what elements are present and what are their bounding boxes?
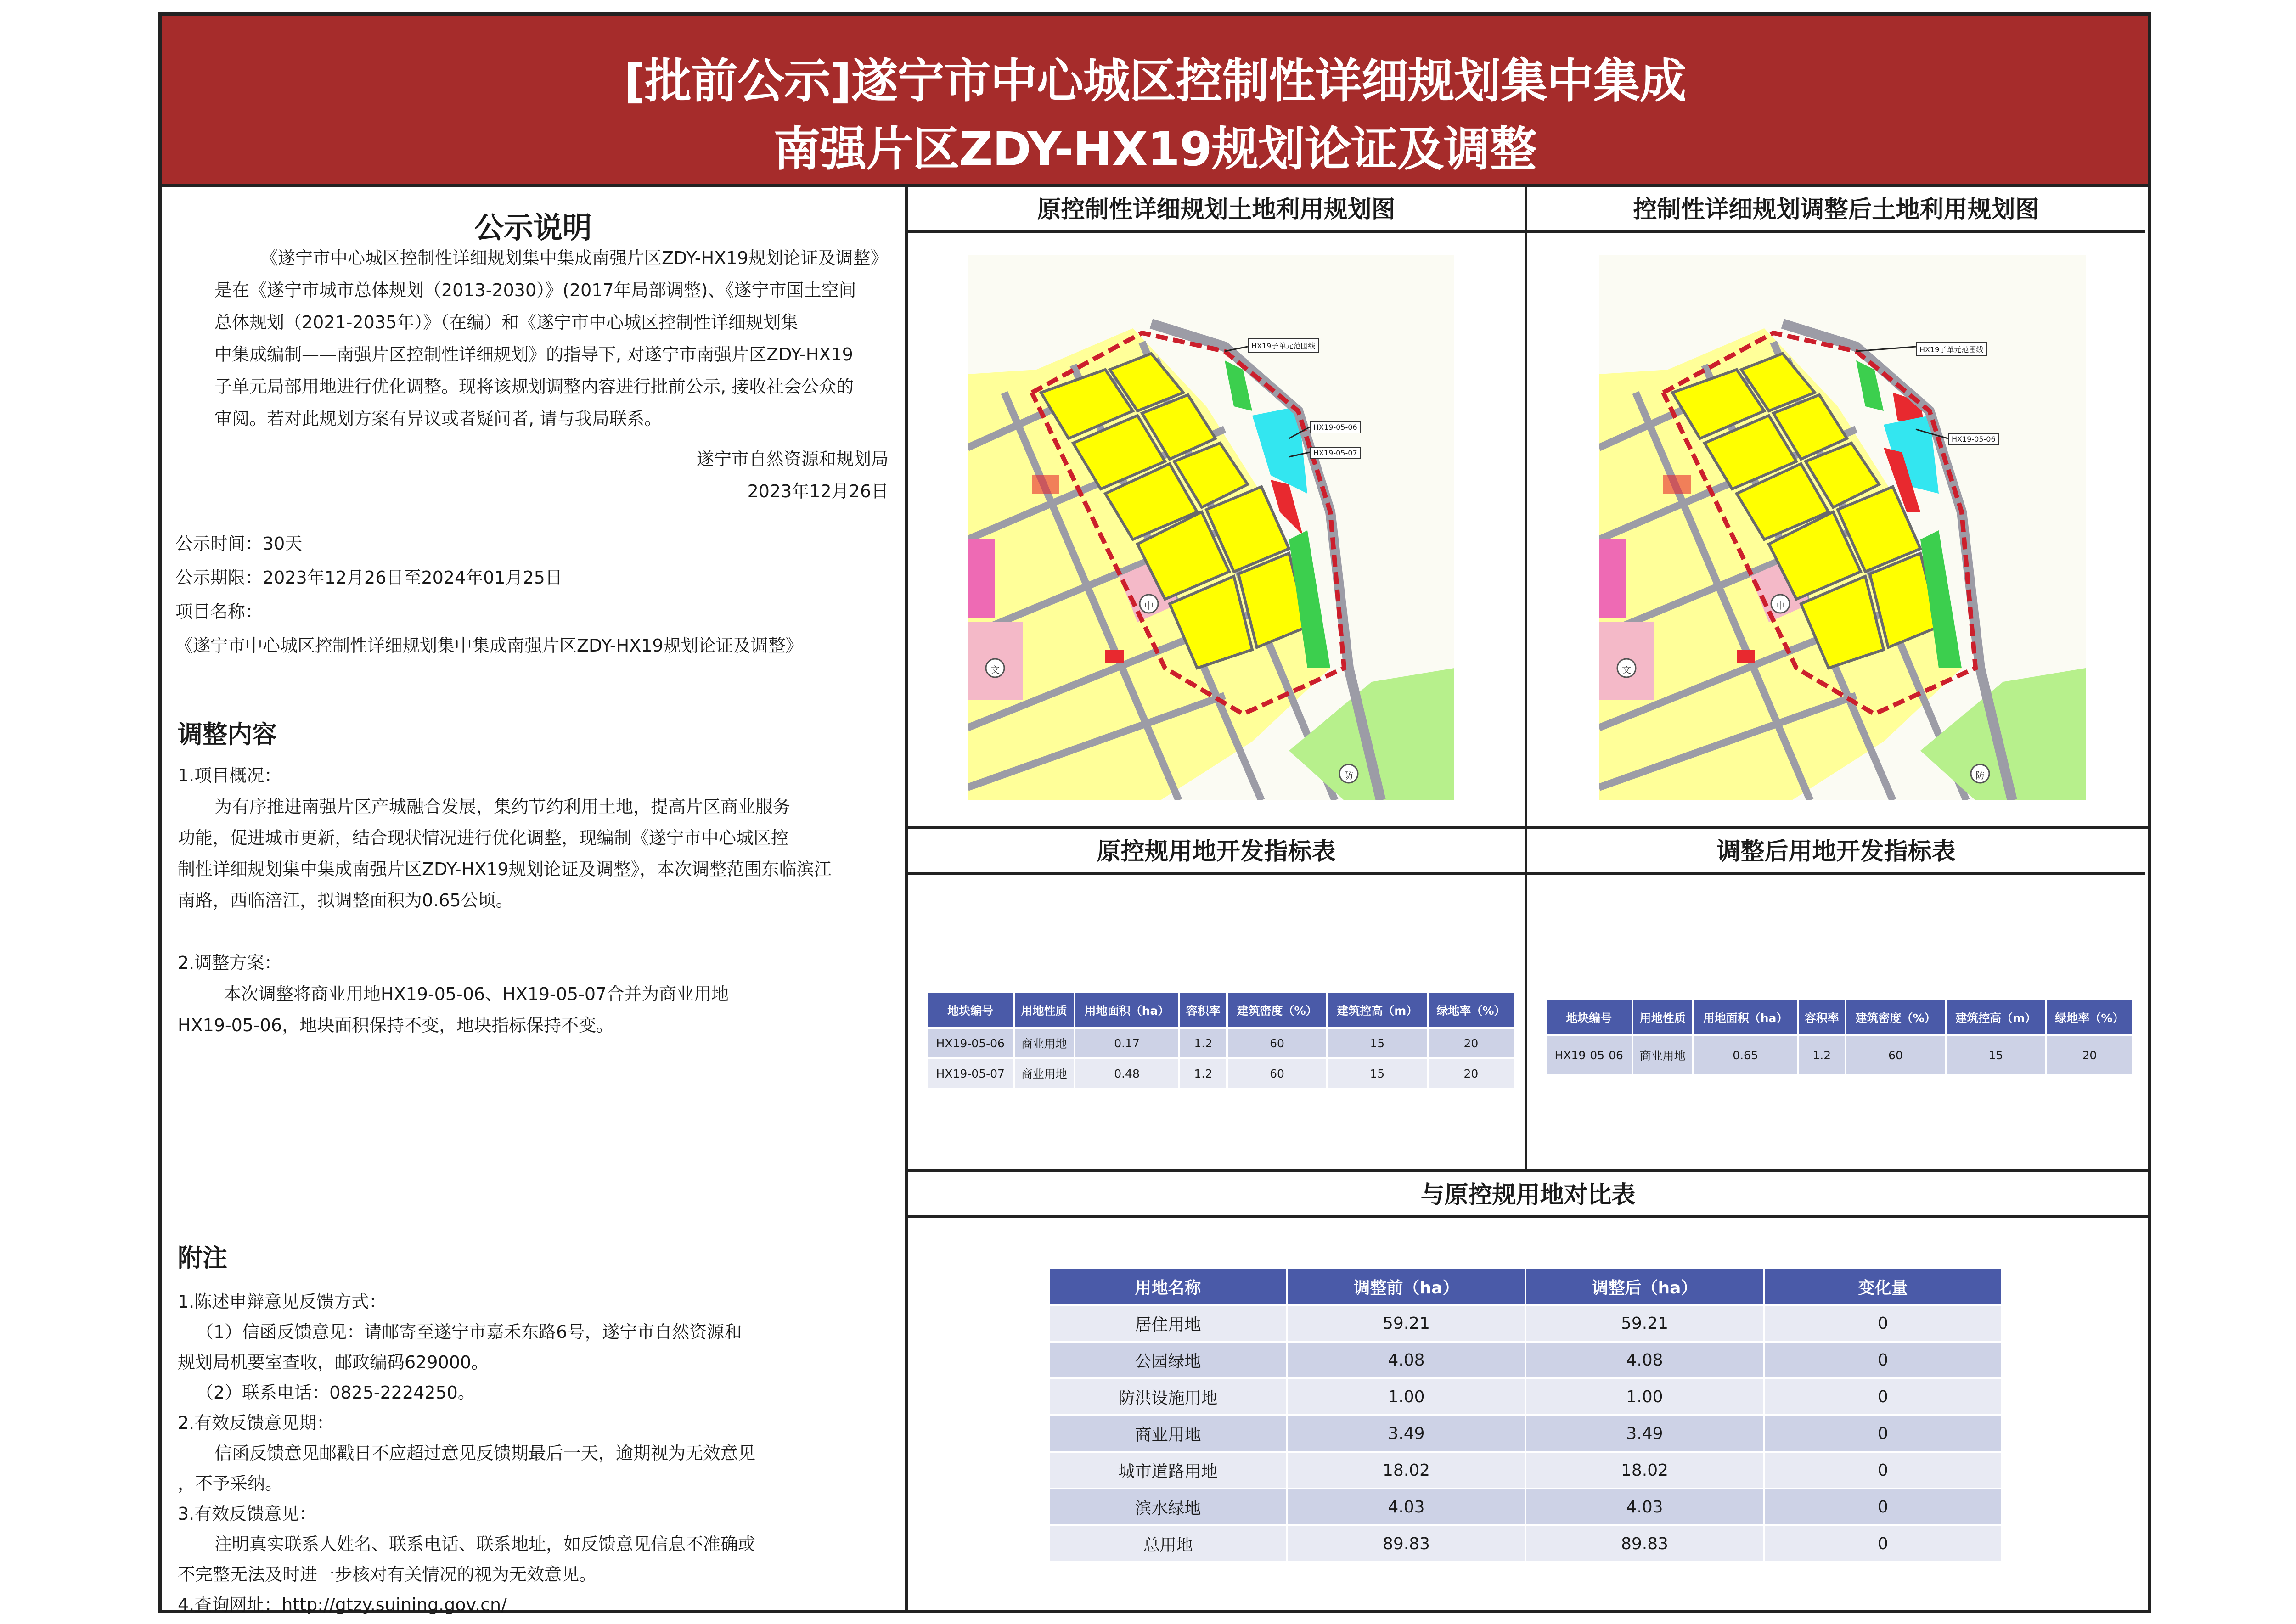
table-row bbox=[1049, 1525, 2002, 1562]
notice-line: 是在《遂宁市城市总体规划（2013-2030）》(2017年局部调整)、《遂宁市国土空间 bbox=[214, 280, 856, 300]
original-map-graphic bbox=[968, 255, 1454, 800]
table-cell: 15 bbox=[1327, 1028, 1428, 1058]
notes-line: （2）联系电话：0825-2224250。 bbox=[196, 1382, 475, 1403]
column-divider bbox=[1525, 187, 1527, 1169]
notice-board bbox=[158, 12, 2151, 1613]
header-density: 建筑密度（%） bbox=[1846, 1000, 1946, 1035]
table-cell: 1.2 bbox=[1179, 1028, 1227, 1058]
notice-line: 中集成编制——南强片区控制性详细规划》的指导下, 对遂宁市南强片区ZDY-HX19 bbox=[214, 344, 853, 365]
original-land-use-map bbox=[968, 255, 1454, 800]
header-far: 容积率 bbox=[1798, 1000, 1846, 1035]
adjusted-map-graphic bbox=[1599, 255, 2086, 800]
right-column bbox=[908, 187, 2148, 1610]
table-cell: 0 bbox=[1764, 1525, 2002, 1562]
table-row bbox=[1049, 1489, 2002, 1525]
adjust-item2-line: HX19-05-06，地块面积保持不变，地块指标保持不变。 bbox=[178, 1015, 614, 1035]
notice-paragraph-rest bbox=[214, 274, 856, 435]
table-row bbox=[927, 1028, 1514, 1058]
adjust-item1-line: 南路，西临涪江，拟调整面积为0.65公顷。 bbox=[178, 890, 513, 910]
table-cell: 4.03 bbox=[1287, 1489, 1525, 1525]
notice-line: 总体规划（2021-2035年）》（在编）和《遂宁市中心城区控制性详细规划集 bbox=[214, 312, 799, 332]
table-cell: 60 bbox=[1846, 1035, 1946, 1075]
table-cell: 0 bbox=[1764, 1415, 2002, 1452]
notes-line: ，不予采纳。 bbox=[178, 1473, 283, 1494]
adjust-item1-line: 制性详细规划集中集成南强片区ZDY-HX19规划论证及调整》，本次调整范围东临滨江 bbox=[178, 859, 832, 879]
compare-table bbox=[1048, 1267, 2003, 1563]
notice-date: 2023年12月26日 bbox=[747, 481, 889, 501]
original-map-title: 原控制性详细规划土地利用规划图 bbox=[908, 187, 1525, 233]
banner-title-line-1: [批前公示]遂宁市中心城区控制性详细规划集中集成 bbox=[624, 54, 1686, 109]
table-cell: 18.02 bbox=[1287, 1452, 1525, 1489]
header-after: 调整后（ha） bbox=[1525, 1268, 1764, 1305]
notice-title: 公示说明 bbox=[474, 211, 592, 245]
notice-project-label: 项目名称： bbox=[175, 601, 263, 622]
table-cell: 59.21 bbox=[1525, 1305, 1764, 1342]
table-cell: 20 bbox=[1428, 1028, 1514, 1058]
adjusted-index-title: 调整后用地开发指标表 bbox=[1527, 829, 2145, 875]
table-cell: 4.08 bbox=[1287, 1342, 1525, 1378]
header-green-ratio: 绿地率（%） bbox=[1428, 992, 1514, 1028]
table-cell: 1.00 bbox=[1525, 1378, 1764, 1415]
left-column bbox=[162, 187, 908, 1615]
table-cell: 0.48 bbox=[1075, 1058, 1180, 1089]
header-height: 建筑控高（m） bbox=[1946, 1000, 2046, 1035]
original-index-title: 原控规用地开发指标表 bbox=[908, 829, 1525, 875]
table-cell: 89.83 bbox=[1525, 1525, 1764, 1562]
table-cell: 0.17 bbox=[1075, 1028, 1180, 1058]
plot-callout-hx19-05-06: HX19-05-06 bbox=[1310, 421, 1361, 433]
table-cell: 4.03 bbox=[1525, 1489, 1764, 1525]
table-cell: 59.21 bbox=[1287, 1305, 1525, 1342]
table-cell: 4.08 bbox=[1525, 1342, 1764, 1378]
table-cell: 0 bbox=[1764, 1378, 2002, 1415]
notice-line: 审阅。若对此规划方案有异议或者疑问者, 请与我局联系。 bbox=[214, 409, 662, 429]
adjust-item1-head: 1.项目概况： bbox=[178, 765, 282, 786]
boundary-callout: HX19子单元范围线 bbox=[1248, 338, 1319, 353]
compare-title: 与原控规用地对比表 bbox=[908, 1172, 2148, 1218]
table-row bbox=[1049, 1378, 2002, 1415]
plot-callout-hx19-05-07: HX19-05-07 bbox=[1310, 447, 1361, 459]
table-row bbox=[1049, 1305, 2002, 1342]
table-cell: 0 bbox=[1764, 1305, 2002, 1342]
table-cell: HX19-05-06 bbox=[1546, 1035, 1632, 1075]
table-cell: 防洪设施用地 bbox=[1049, 1378, 1287, 1415]
title-banner bbox=[162, 16, 2148, 187]
header-height: 建筑控高（m） bbox=[1327, 992, 1428, 1028]
table-cell: 1.2 bbox=[1179, 1058, 1227, 1089]
boundary-callout: HX19子单元范围线 bbox=[1916, 342, 1987, 356]
notes-content bbox=[178, 1287, 755, 1620]
header-plot-id: 地块编号 bbox=[927, 992, 1014, 1028]
table-cell: 18.02 bbox=[1525, 1452, 1764, 1489]
notice-paragraph bbox=[214, 242, 894, 274]
table-cell: 0 bbox=[1764, 1452, 2002, 1489]
table-cell: 商业用地 bbox=[1632, 1035, 1693, 1075]
table-cell: 89.83 bbox=[1287, 1525, 1525, 1562]
table-cell: 1.00 bbox=[1287, 1378, 1525, 1415]
flood-control-glyph: 防 bbox=[1975, 770, 1985, 781]
notes-line: 3.有效反馈意见： bbox=[178, 1504, 317, 1524]
table-cell: 滨水绿地 bbox=[1049, 1489, 1287, 1525]
notes-line: 2.有效反馈意见期： bbox=[178, 1413, 334, 1433]
notice-period: 公示时间：30天 bbox=[175, 534, 303, 554]
notice-line: 子单元局部用地进行优化调整。现将该规划调整内容进行批前公示, 接收社会公众的 bbox=[214, 376, 854, 397]
plot-callout-hx19-05-06: HX19-05-06 bbox=[1948, 433, 1999, 445]
school-glyph: 文 bbox=[1622, 664, 1631, 675]
banner-title-line-2: 南强片区ZDY-HX19规划论证及调整 bbox=[773, 122, 1536, 177]
table-row bbox=[1049, 1415, 2002, 1452]
notes-line: 4.查询网址：http://gtzy.suining.gov.cn/ bbox=[178, 1595, 507, 1615]
header-area: 用地面积（ha） bbox=[1075, 992, 1180, 1028]
table-header-row bbox=[1049, 1268, 2002, 1305]
table-cell: HX19-05-06 bbox=[927, 1028, 1014, 1058]
school-glyph: 文 bbox=[990, 664, 1000, 675]
notice-project-name: 《遂宁市中心城区控制性详细规划集中集成南强片区ZDY-HX19规划论证及调整》 bbox=[175, 635, 803, 656]
table-cell: 公园绿地 bbox=[1049, 1342, 1287, 1378]
header-density: 建筑密度（%） bbox=[1227, 992, 1327, 1028]
table-cell: 0.65 bbox=[1693, 1035, 1798, 1075]
table-cell: 0 bbox=[1764, 1489, 2002, 1525]
header-area: 用地面积（ha） bbox=[1693, 1000, 1798, 1035]
adjusted-land-use-map bbox=[1599, 255, 2086, 800]
notice-term: 公示期限：2023年12月26日至2024年01月25日 bbox=[175, 568, 563, 588]
adjusted-map-title: 控制性详细规划调整后土地利用规划图 bbox=[1527, 187, 2145, 233]
header-land-use: 用地性质 bbox=[1632, 1000, 1693, 1035]
header-far: 容积率 bbox=[1179, 992, 1227, 1028]
table-cell: 商业用地 bbox=[1049, 1415, 1287, 1452]
table-cell: 15 bbox=[1946, 1035, 2046, 1075]
table-row bbox=[1049, 1452, 2002, 1489]
table-cell: 3.49 bbox=[1525, 1415, 1764, 1452]
table-cell: 15 bbox=[1327, 1058, 1428, 1089]
table-cell: 60 bbox=[1227, 1028, 1327, 1058]
table-cell: 3.49 bbox=[1287, 1415, 1525, 1452]
notes-line: 不完整无法及时进一步核对有关情况的视为无效意见。 bbox=[178, 1564, 597, 1585]
flood-control-glyph: 防 bbox=[1344, 770, 1353, 781]
header-change: 变化量 bbox=[1764, 1268, 2002, 1305]
table-row bbox=[1546, 1035, 2133, 1075]
table-cell: 20 bbox=[1428, 1058, 1514, 1089]
adjust-item2-head: 2.调整方案： bbox=[178, 953, 282, 973]
notes-line: 信函反馈意见邮戳日不应超过意见反馈期最后一天，逾期视为无效意见 bbox=[214, 1443, 756, 1463]
table-cell: HX19-05-07 bbox=[927, 1058, 1014, 1089]
table-cell: 商业用地 bbox=[1014, 1028, 1075, 1058]
table-row bbox=[1049, 1342, 2002, 1378]
notes-line: 规划局机要室查收，邮政编码629000。 bbox=[178, 1352, 489, 1372]
adjust-title: 调整内容 bbox=[178, 720, 277, 749]
header-land-name: 用地名称 bbox=[1049, 1268, 1287, 1305]
middle-school-glyph: 中 bbox=[1776, 600, 1785, 611]
table-cell: 20 bbox=[2046, 1035, 2133, 1075]
header-land-use: 用地性质 bbox=[1014, 992, 1075, 1028]
table-header-row bbox=[927, 992, 1514, 1028]
table-cell: 商业用地 bbox=[1014, 1058, 1075, 1089]
notice-meta bbox=[175, 527, 803, 663]
header-plot-id: 地块编号 bbox=[1546, 1000, 1632, 1035]
adjusted-index-table bbox=[1545, 999, 2134, 1076]
notes-line: （1）信函反馈意见：请邮寄至遂宁市嘉禾东路6号，遂宁市自然资源和 bbox=[196, 1322, 742, 1342]
adjust-item2-line: 本次调整将商业用地HX19-05-06、HX19-05-07合并为商业用地 bbox=[224, 984, 729, 1004]
table-cell: 总用地 bbox=[1049, 1525, 1287, 1562]
header-before: 调整前（ha） bbox=[1287, 1268, 1525, 1305]
original-index-table bbox=[926, 991, 1515, 1090]
adjust-content bbox=[178, 760, 832, 1041]
adjust-item1-line: 功能，促进城市更新，结合现状情况进行优化调整，现编制《遂宁市中心城区控 bbox=[178, 828, 789, 848]
notes-title: 附注 bbox=[178, 1243, 227, 1272]
middle-school-glyph: 中 bbox=[1144, 600, 1154, 611]
notes-line: 1.陈述申辩意见反馈方式： bbox=[178, 1292, 387, 1312]
table-row bbox=[927, 1058, 1514, 1089]
table-cell: 0 bbox=[1764, 1342, 2002, 1378]
table-cell: 居住用地 bbox=[1049, 1305, 1287, 1342]
notes-line: 注明真实联系人姓名、联系电话、联系地址，如反馈意见信息不准确或 bbox=[214, 1534, 756, 1554]
table-header-row bbox=[1546, 1000, 2133, 1035]
table-cell: 1.2 bbox=[1798, 1035, 1846, 1075]
table-cell: 60 bbox=[1227, 1058, 1327, 1089]
notice-agency: 遂宁市自然资源和规划局 bbox=[696, 449, 889, 469]
notice-line: 《遂宁市中心城区控制性详细规划集中集成南强片区ZDY-HX19规划论证及调整》 bbox=[260, 248, 888, 268]
table-cell: 城市道路用地 bbox=[1049, 1452, 1287, 1489]
header-green-ratio: 绿地率（%） bbox=[2046, 1000, 2133, 1035]
adjust-item1-line: 为有序推进南强片区产城融合发展，集约节约利用土地，提高片区商业服务 bbox=[214, 797, 791, 817]
